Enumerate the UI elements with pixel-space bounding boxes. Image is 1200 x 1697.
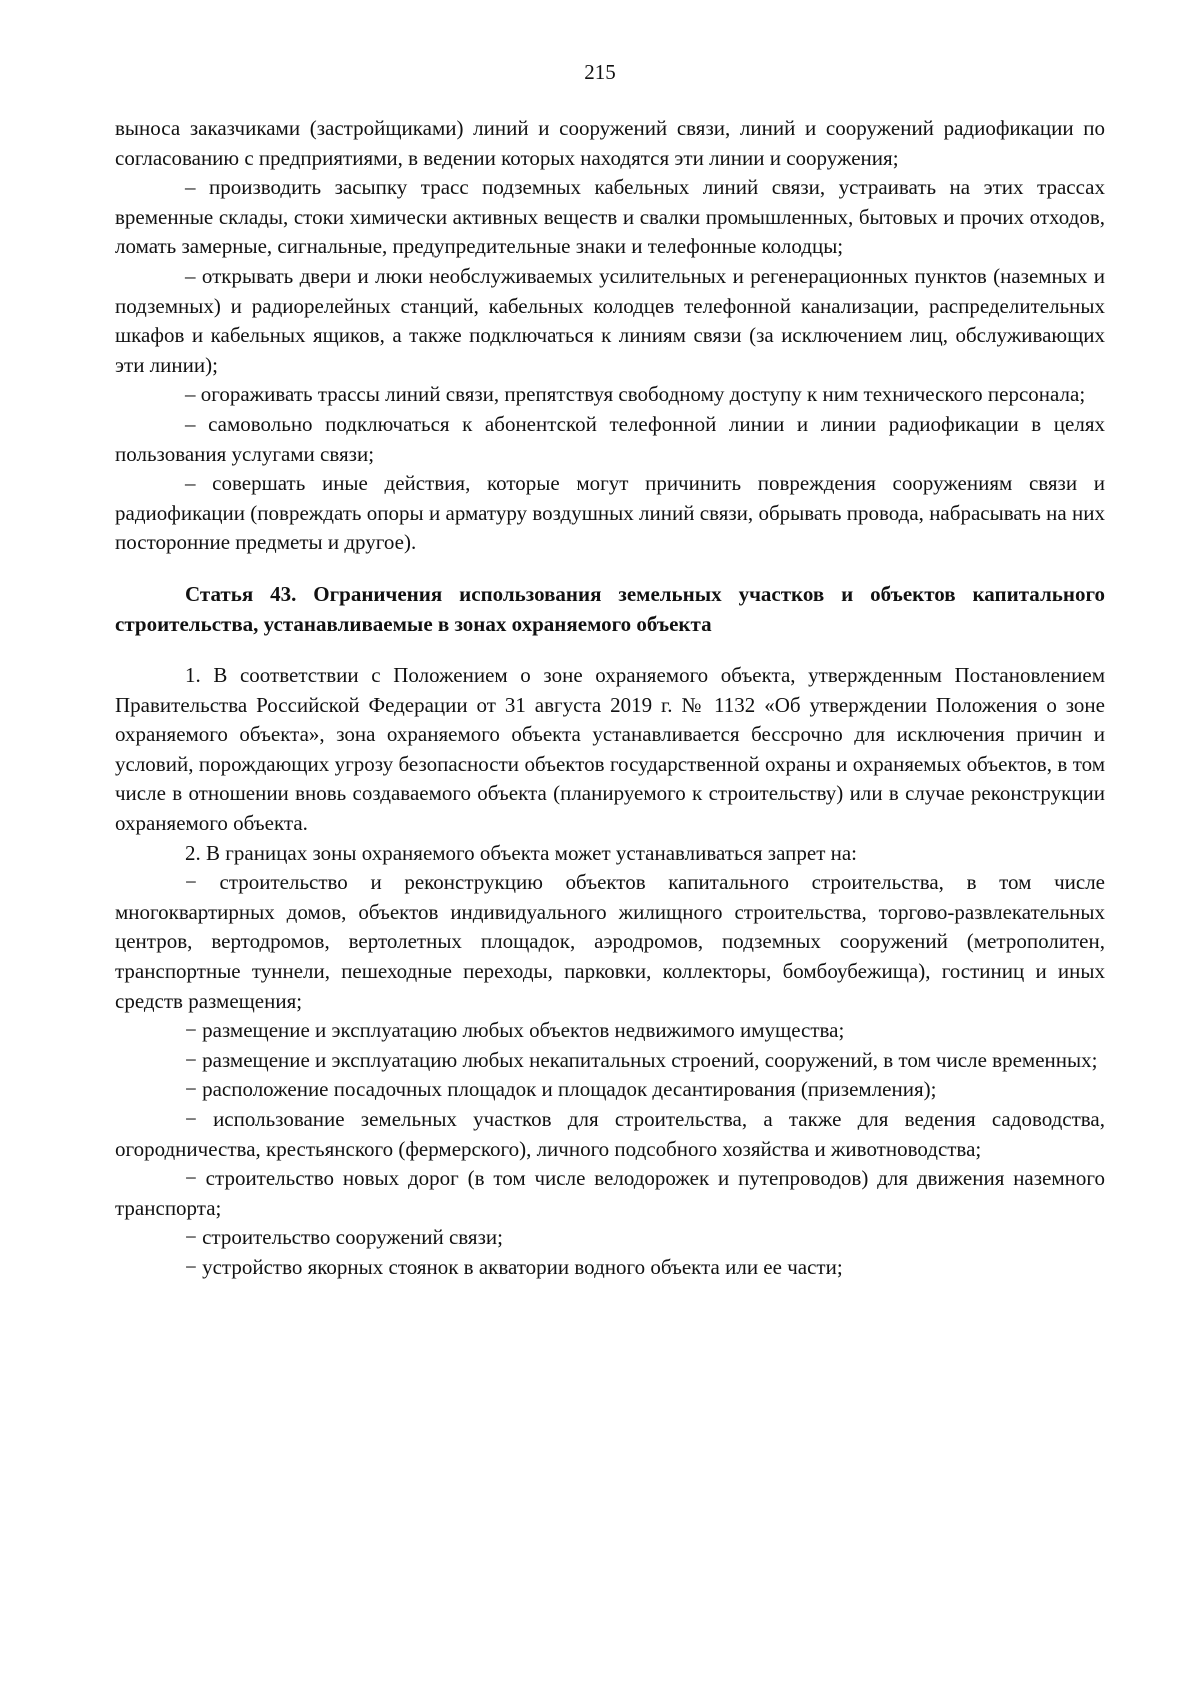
clause-2-paragraph: 2. В границах зоны охраняемого объекта может устанавливаться запрет на: (185, 840, 858, 865)
list-item-other-actions: – совершать иные действия, которые могут причинить повреждения сооружениям связи и радиофикации (повреждать опоры и арматуру воздушных линий связи, обрывать провода, набрасывать на них посторонние предметы и другое). (115, 471, 1105, 555)
clause-1-paragraph: 1. В соответствии с Положением о зоне охраняемого объекта, утвержденным Постановлением Правительства Российской Федерации от 31 августа 2019 г. № 1132 «Об утверждении Положения о зоне охраняемого объекта», зона охраняемого объекта устанавливается бессрочно для исключения причин и условий, порождающих угрозу безопасности объектов государственной охраны и охраняемых объектов, в том числе в отношении вновь создаваемого объекта (планируемого к строительству) или в случае реконструкции охраняемого объекта. (115, 663, 1105, 836)
document-body (115, 114, 1105, 1283)
paragraph-continuation: выноса заказчиками (застройщиками) линий и сооружений связи, линий и сооружений радиофикации по согласованию с предприятиями, в ведении которых находятся эти линии и сооружения; (115, 116, 1105, 170)
list-item-fence-routes: – огораживать трассы линий связи, препятствуя свободному доступу к ним технического персонала; (185, 382, 1086, 407)
list-item-unauthorized-connection: – самовольно подключаться к абонентской телефонной линии и линии радиофикации в целях пользования услугами связи; (115, 411, 1105, 466)
article-43-heading: Статья 43. Ограничения использования земельных участков и объектов капитального строительства, устанавливаемые в зонах охраняемого объекта (115, 581, 1105, 636)
list-item-real-estate-placement: − размещение и эксплуатацию любых объектов недвижимого имущества; (185, 1018, 845, 1043)
page-number: 215 (584, 60, 616, 84)
list-item-communication-structures: − строительство сооружений связи; (185, 1225, 503, 1250)
list-item-open-doors-hatches: – открывать двери и люки необслуживаемых усилительных и регенерационных пунктов (наземных и подземных) и радиорелейных станций, кабельных колодцев телефонной канализации, распределительных шкафов и кабельных ящиков, а также подключаться к линиям связи (за исключением лиц, обслуживающих эти линии); (115, 263, 1105, 377)
list-item-backfill-trenches: – производить засыпку трасс подземных кабельных линий связи, устраивать на этих трассах временные склады, стоки химически активных веществ и свалки промышленных, бытовых и прочих отходов, ломать замерные, сигнальные, предупредительные знаки и телефонные колодцы; (115, 175, 1105, 259)
list-item-new-roads: − строительство новых дорог (в том числе велодорожек и путепроводов) для движения наземного транспорта; (115, 1166, 1105, 1220)
list-item-non-capital-structures: − размещение и эксплуатацию любых некапитальных строений, сооружений, в том числе временных; (185, 1047, 1098, 1072)
list-item-anchorages: − устройство якорных стоянок в акватории водного объекта или ее части; (185, 1254, 843, 1279)
list-item-land-use: − использование земельных участков для строительства, а также для ведения садоводства, огородничества, крестьянского (фермерского), личного подсобного хозяйства и животноводства; (115, 1107, 1105, 1161)
list-item-landing-sites: − расположение посадочных площадок и площадок десантирования (приземления); (185, 1077, 937, 1102)
list-item-construction-reconstruction: − строительство и реконструкцию объектов капитального строительства, в том числе многоквартирных домов, объектов индивидуального жилищного строительства, торгово-развлекательных центров, вертодромов, вертолетных площадок, аэродромов, подземных сооружений (метрополитен, транспортные туннели, пешеходные переходы, парковки, коллекторы, бомбоубежища), гостиниц и иных средств размещения; (115, 870, 1105, 1013)
